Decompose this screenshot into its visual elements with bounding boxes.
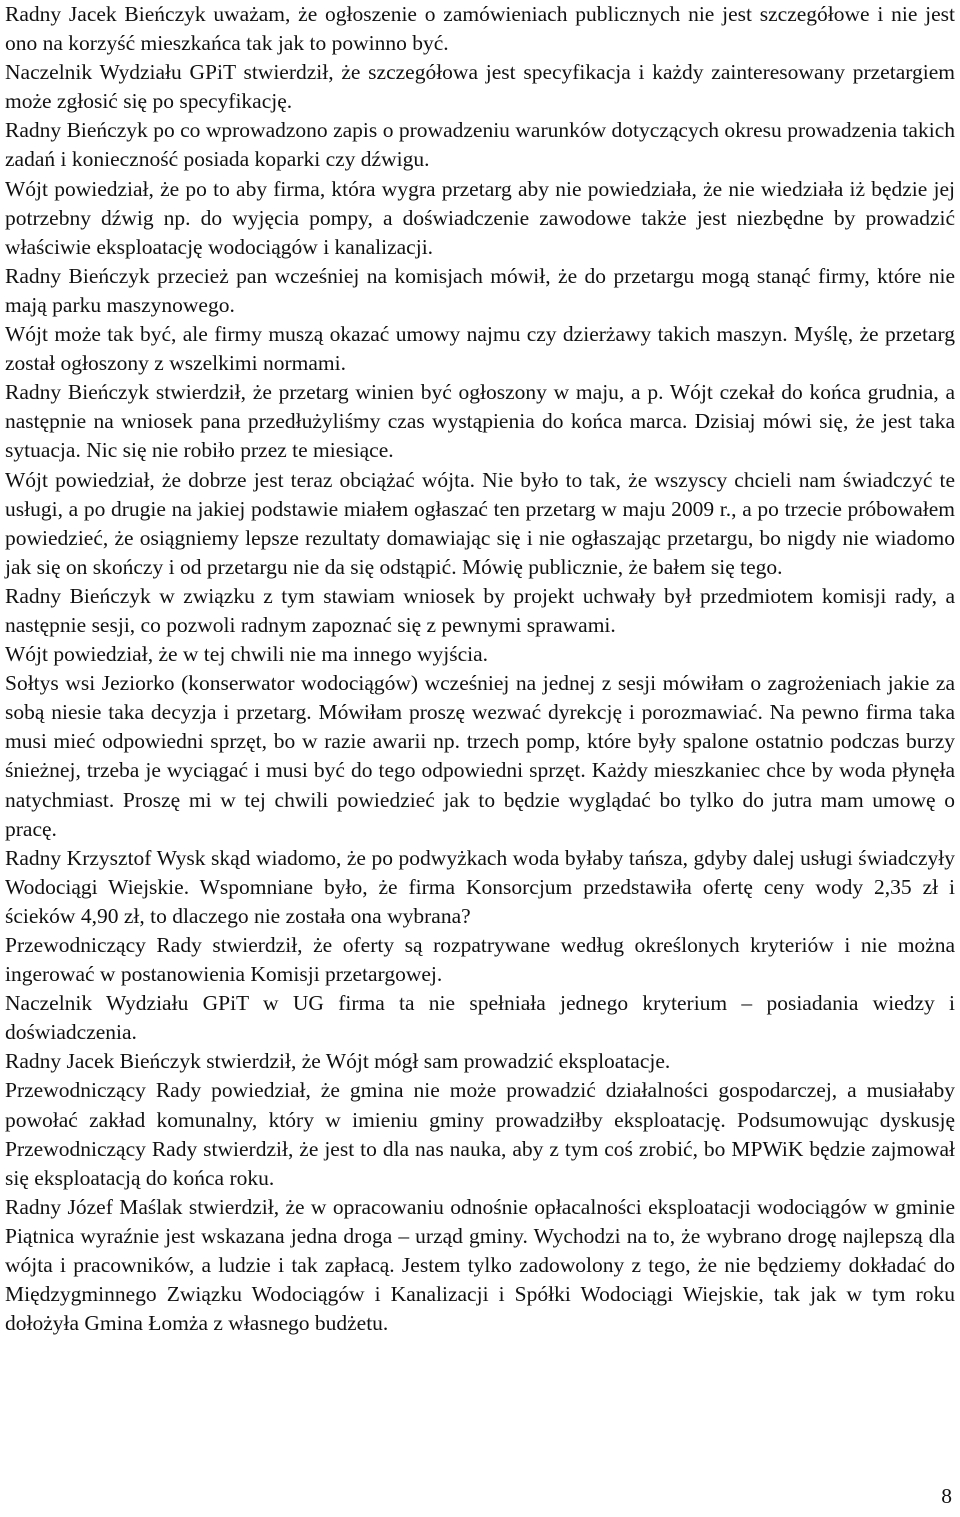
paragraph-11: Sołtys wsi Jeziorko (konserwator wodociągów) wcześniej na jednej z sesji mówiłam o zagrożeniach jakie za sobą niesie taka decyzja i przetarg. Mówiłam proszę wezwać dyrekcję i porozmawiać. Na pewno firma taka musi mieć odpowiedni sprzęt, bo w razie awarii np. trzech pomp, które były spalone ostatnio podczas burzy śnieżnej, trzeba je wyciągać i musi być do tego odpowiedni sprzęt. Każdy mieszkaniec chce by woda płynęła natychmiast. Proszę mi w tej chwili powiedzieć jak to będzie wyglądać bo tylko do jutra mam umowę o pracę. xyxy=(5,671,955,841)
paragraph-17: Radny Józef Maślak stwierdził, że w opracowaniu odnośnie opłacalności eksploatacji wodociągów w gminie Piątnica wyraźnie jest wskazana jedna droga – urząd gminy. Wychodzi na to, że wybrano drogę najlepszą dla wójta i pracowników, a ludzie i tak zapłacą. Jestem tylko zadowolony z tego, że nie będziemy dokładać do Międzygminnego Związku Wodociągów i Kanalizacji i Spółki Wodociągi Wiejskie, tak jak w tym roku dołożyła Gmina Łomża z własnego budżetu. xyxy=(5,1194,955,1336)
paragraph-15: Radny Jacek Bieńczyk stwierdził, że Wójt mógł sam prowadzić eksploatacje. xyxy=(5,1049,671,1074)
document-page xyxy=(5,0,955,1338)
page-number: 8 xyxy=(941,1484,952,1508)
paragraph-14: Naczelnik Wydziału GPiT w UG firma ta nie spełniała jednego kryterium – posiadania wiedzy i doświadczenia. xyxy=(5,991,955,1045)
paragraph-1: Radny Jacek Bieńczyk uważam, że ogłoszenie o zamówieniach publicznych nie jest szczegółowe i nie jest ono na korzyść mieszkańca tak jak to powinno być. xyxy=(5,2,955,56)
paragraph-2: Naczelnik Wydziału GPiT stwierdził, że szczegółowa jest specyfikacja i każdy zainteresowany przetargiem może zgłosić się po specyfikację. xyxy=(5,60,955,114)
paragraph-4: Wójt powiedział, że po to aby firma, która wygra przetarg aby nie powiedziała, że nie wiedziała iż będzie jej potrzebny dźwig np. do wyjęcia pompy, a doświadczenie zawodowe także jest niezbędne by prowadzić właściwie eksploatację wodociągów i kanalizacji. xyxy=(5,176,955,259)
paragraph-5: Radny Bieńczyk przecież pan wcześniej na komisjach mówił, że do przetargu mogą stanąć firmy, które nie mają parku maszynowego. xyxy=(5,263,955,317)
paragraph-16: Przewodniczący Rady powiedział, że gmina nie może prowadzić działalności gospodarczej, a musiałaby powołać zakład komunalny, który w imieniu gminy prowadziłby eksploatację. Podsumowując dyskusję Przewodniczący Rady stwierdził, że jest to dla nas nauka, aby z tym coś zrobić, bo MPWiK będzie zajmował się eksploatacją do końca roku. xyxy=(5,1078,955,1190)
paragraph-7: Radny Bieńczyk stwierdził, że przetarg winien być ogłoszony w maju, a p. Wójt czekał do końca grudnia, a następnie na wniosek pana przedłużyliśmy czas wystąpienia do końca marca. Dzisiaj mówi się, że jest taka sytuacja. Nic się nie robiło przez te miesiące. xyxy=(5,380,955,463)
paragraph-3: Radny Bieńczyk po co wprowadzono zapis o prowadzeniu warunków dotyczących okresu prowadzenia takich zadań i konieczność posiada koparki czy dźwigu. xyxy=(5,118,955,172)
paragraph-12: Radny Krzysztof Wysk skąd wiadomo, że po podwyżkach woda byłaby tańsza, gdyby dalej usługi świadczyły Wodociągi Wiejskie. Wspomniane było, że firma Konsorcjum przedstawiła ofertę ceny wody 2,35 zł i ścieków 4,90 zł, to dlaczego nie została ona wybrana? xyxy=(5,845,955,928)
paragraph-10: Wójt powiedział, że w tej chwili nie ma innego wyjścia. xyxy=(5,642,489,667)
paragraph-8: Wójt powiedział, że dobrze jest teraz obciążać wójta. Nie było to tak, że wszyscy chcieli nam świadczyć te usługi, a po drugie na jakiej podstawie miałem ogłaszać ten przetarg w maju 2009 r., a po trzecie próbowałem powiedzieć, że osiągniemy lepsze rezultaty domawiając się i nie ogłaszając przetargu, bo nigdy nie wiadomo jak się on skończy i od przetargu nie da się odstąpić. Mówię publicznie, że bałem się tego. xyxy=(5,467,955,579)
paragraph-6: Wójt może tak być, ale firmy muszą okazać umowy najmu czy dzierżawy takich maszyn. Myślę, że przetarg został ogłoszony z wszelkimi normami. xyxy=(5,322,955,376)
paragraph-9: Radny Bieńczyk w związku z tym stawiam wniosek by projekt uchwały był przedmiotem komisji rady, a następnie sesji, co pozwoli radnym zapoznać się z pewnymi sprawami. xyxy=(5,583,955,637)
paragraph-13: Przewodniczący Rady stwierdził, że oferty są rozpatrywane według określonych kryteriów i nie można ingerować w postanowienia Komisji przetargowej. xyxy=(5,933,955,987)
